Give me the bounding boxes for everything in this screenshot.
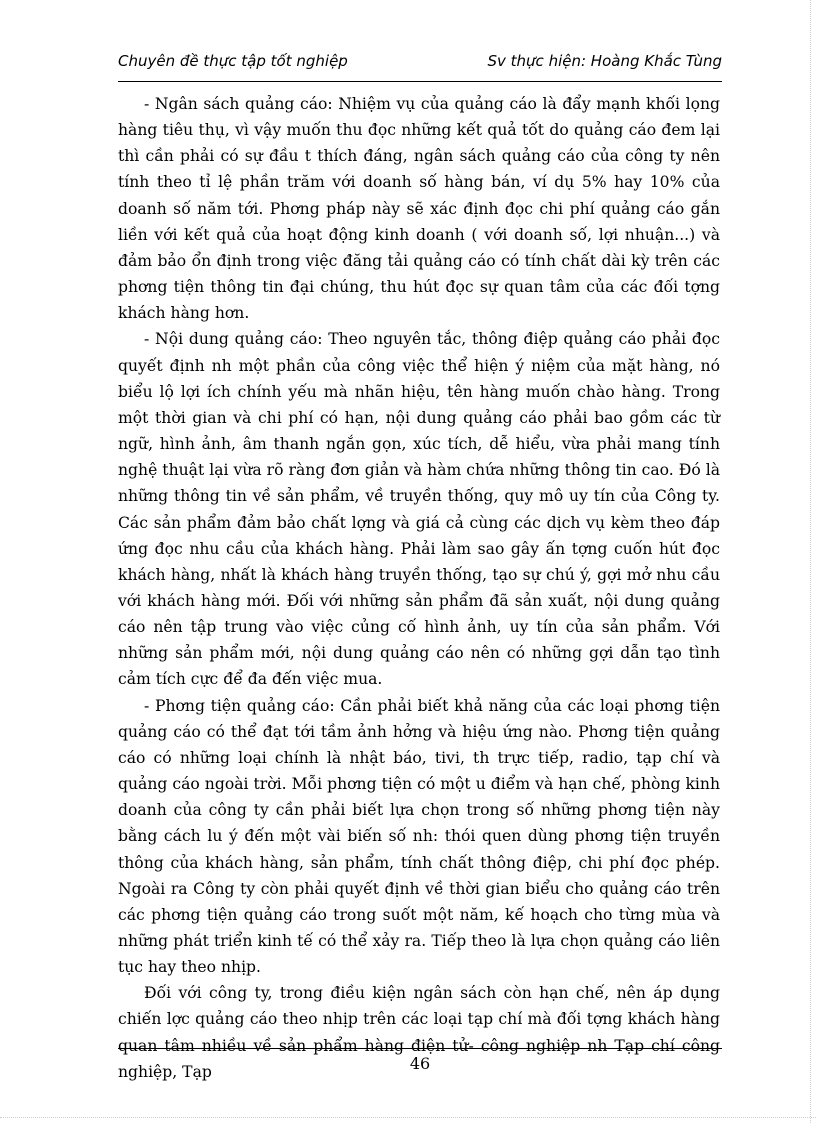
page-right-edge bbox=[810, 0, 811, 1123]
page-number: 46 bbox=[409, 1054, 431, 1073]
body-text bbox=[118, 91, 720, 1085]
header-thesis-title: Chuyên đề thực tập tốt nghiệp bbox=[118, 52, 348, 70]
paragraph-advertising-content: - Nội dung quảng cáo: Theo nguyên tắc, thông điệp quảng cáo phải đọc quyết định nh một phần của công việc thể hiện ý niệm của mặt hàng, nó biểu lộ lợi ích chính yếu mà nhãn hiệu, tên hàng muốn chào hàng. Trong một thời gian và chi phí có hạn, nội dung quảng cáo phải bao gồm các từ ngữ, hình ảnh, âm thanh ngắn gọn, xúc tích, dễ hiểu, vừa phải mang tính nghệ thuật lại vừa rõ ràng đơn giản và hàm chứa những thông tin cao. Đó là những thông tin về sản phẩm, về truyền thống, quy mô uy tín của Công ty. Các sản phẩm đảm bảo chất lợng và giá cả cùng các dịch vụ kèm theo đáp ứng đọc nhu cầu của khách hàng. Phải làm sao gây ấn tợng cuốn hút đọc khách hàng, nhất là khách hàng truyền thống, tạo sự chú ý, gợi mở nhu cầu với khách hàng mới. Đối với những sản phẩm đã sản xuất, nội dung quảng cáo nên tập trung vào việc củng cố hình ảnh, uy tín của sản phẩm. Với những sản phẩm mới, nội dung quảng cáo nên có những gợi dẫn tạo tình cảm tích cực để đa đến việc mua. bbox=[118, 330, 720, 689]
paragraph-advertising-budget: - Ngân sách quảng cáo: Nhiệm vụ của quảng cáo là đẩy mạnh khối lọng hàng tiêu thụ, vì vậy muốn thu đọc những kết quả tốt do quảng cáo đem lại thì cần phải có sự đầu t thích đáng, ngân sách quảng cáo của công ty nên tính theo tỉ lệ phần trăm với doanh số hàng bán, ví dụ 5% hay 10% của doanh số năm tới. Phơng pháp này sẽ xác định đọc chi phí quảng cáo gắn liền với kết quả của hoạt động kinh doanh ( với doanh số, lợi nhuận...) và đảm bảo ổn định trong việc đăng tải quảng cáo có tính chất dài kỳ trên các phơng tiện thông tin đại chúng, thu hút đọc sự quan tâm của các đối tợng khách hàng hơn. bbox=[118, 95, 720, 323]
page-bottom-edge bbox=[0, 1117, 816, 1118]
page-header bbox=[118, 52, 722, 78]
paragraph-advertising-media: - Phơng tiện quảng cáo: Cần phải biết khả năng của các loại phơng tiện quảng cáo có thể đạt tới tầm ảnh hởng và hiệu ứng nào. Phơng tiện quảng cáo có những loại chính là nhật báo, tivi, th trực tiếp, radio, tạp chí và quảng cáo ngoài trời. Mỗi phơng tiện có một u điểm và hạn chế, phòng kinh doanh của công ty cần phải biết lựa chọn trong số những phơng tiện này bằng cách lu ý đến một vài biến số nh: thói quen dùng phơng tiện truyền thông của khách hàng, sản phẩm, tính chất thông điệp, chi phí đọc phép. Ngoài ra Công ty còn phải quyết định về thời gian biểu cho quảng cáo trên các phơng tiện quảng cáo trong suốt một năm, kế hoạch cho từng mùa và những phát triển kinh tế có thể xảy ra. Tiếp theo là lựa chọn quảng cáo liên tục hay theo nhịp. bbox=[118, 696, 720, 977]
footer-divider bbox=[118, 1048, 722, 1049]
paragraph-company-strategy: Đối với công ty, trong điều kiện ngân sách còn hạn chế, nên áp dụng chiến lợc quảng cáo theo nhịp trên các loại tạp chí mà đối tợng khách hàng quan tâm nhiều về sản phẩm hàng điện tử- công nghiệp nh Tạp chí công nghiệp, Tạp bbox=[118, 984, 720, 1081]
header-divider bbox=[118, 81, 722, 82]
header-student-name: Sv thực hiện: Hoàng Khắc Tùng bbox=[487, 52, 722, 70]
